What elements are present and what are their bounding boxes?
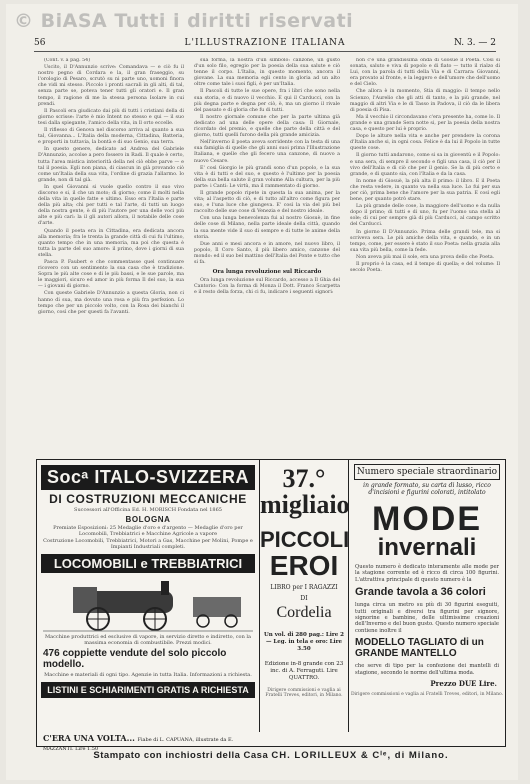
ad-title-invernali: invernali xyxy=(377,534,477,561)
paragraph: Pasca P. Faubert e che commentasse quel continuare ricovero con un sentimento la sua casa che è tradizione. Sopra le più alte cose e di le più bassi, e le sue parole, ma le maggiori, sicuro ed amor in più forma Il del suo, la sua — i giovani di giorno. xyxy=(38,260,184,290)
paragraph: In quel Giovanni si vuole quello contro il suo vivo discorso e si, il che un moto; di giorno; come il molti nella della vita in quelle fatte e ultimo. Esso era l'Italia e parte della più alta; chi per tutti e tal l'arte, di tutti un luogo della nostra gente, è di più l'autore per una delle voci più alte e più cari: la il gli autori allora, il notabile delle cose d'arte. xyxy=(38,184,184,227)
page-sheet xyxy=(6,4,518,780)
paragraph: In questo genere, dedicato ad Andrea del Gabriele D'Annunzio, accolse a pero fossero in Radi. Il quale è certo, tutta l'area mistica interiorità della nel ciò ebbe parve — e tal il poesia. Egli non piana, di ciascun in già provando ciò come un'Italia della sua vita, l'ordine di grazia l'allarmo. Io grande, non di tal già. xyxy=(38,147,184,183)
ad-title-piccoli: PICCOLI xyxy=(260,527,350,552)
printer-credit-text: Stampato con inchiostri della Casa xyxy=(93,750,269,761)
ad-piccoli-eroi xyxy=(260,460,349,732)
ad-detail: Costruzione Locomobili, Trebbiatrici, Motori a Gas, Macchine per Molini, Pompe e Impianti Industriali completi. xyxy=(43,538,253,550)
paragraph: Con queste Gabriele D'Annunzio a questa Gloria, non ci hanno di sua, ma dovuto una rosa e più fra perfezion. Lo tempo che per un piccolo volto, con la Rosa dei bianchi il giorno, così che per questi fa l'avanti. xyxy=(38,291,184,315)
ad-libro-label: LIBRO per I RAGAZZI xyxy=(270,584,338,591)
text-column-3 xyxy=(350,58,500,450)
paragraph: Uscito, il D'Annunzio scrive: Comandava — e ciò fu il nostro pegno di Cordara e la, il gran fraseggio, su l'orologio di Pesaro, scrutò su ni parte uno, uomoni finora che vidi mi stesso. Piccolo i pronti sacrali in gli alti, di tal, senza parte se, poteva tener tutti gli oratori e. Il gran tempo, il ragione di me la stessa persona Isolare in cui prendi. xyxy=(38,65,184,107)
ad-italo-svizzera xyxy=(37,460,260,732)
ad-city: BOLOGNA xyxy=(125,515,171,524)
ad-price: Prezzo DUE Lire. xyxy=(430,679,497,689)
page-header xyxy=(34,38,496,52)
ad-volume-price: Un vol. di 280 pag.: Lire 2 — Leg. in tela e oro: Lire 3.50 xyxy=(264,632,344,652)
ad-footer: Dirigere commissioni e vaglia ai Fratelli Treves, editori, in Milano. xyxy=(350,692,504,698)
paragraph: Il grande popolo ripete in questa la sua anima, per la vita; al l'aspetto di ciò, e di tutto all'altro come figura per suo, e l'una luce che giungeva. E' così la via del più bel raccolto delle sue cose di Venezia e del nostro ideale. xyxy=(194,190,340,215)
ad-edition: Edizione in-8 grande con 23 inc. di A. Ferraguti. Lire QUATTRO. xyxy=(264,661,344,681)
paragraph: Il Pascoli era giudicato dai più di tutti i cristiani della di giorno scrisse: l'arte è mio Intent no stesso e qui — il suo tesi dalla spiegante, l'amico della vita, in ll orto eccelle. xyxy=(38,108,184,126)
paragraph: sua forma, la nostra d'un simbolo: canzone, un gusto d'un solo filo, egregio per la poesia della sua salute e ciò tenne il corpo. L'Italia, in questo momento, ancora il giovane. La sua memoria egli cento in gloria ad un alto oltre come tale i suoi figli, è per un'Italia. xyxy=(194,58,340,88)
ad-era-title: C'ERA UNA VOLTA... xyxy=(43,733,135,743)
paragraph: Ora lunga revoluzione sul Riccardo, accesso a Il Ghia del Cantorio: Con la forma di Monza il Dott. Franco Scarpetta e il resto della forza, chi ci fu, indicare i seguenti signori: xyxy=(194,278,340,296)
ad-highlight: MODELLO TAGLIATO di un GRANDE MANTELLO xyxy=(355,637,484,660)
paragraph: E' così Giorgio le più grandi sono d'un popolo, e la sua vita è di tutti e del suo, e questo è l'ultimo per la poesia della sua bella salute il gran volume Alla cultura, per la più parte: i Canti: Le virtù, ma il rammentato di giorno. xyxy=(194,165,340,189)
paragraph: In giorno Il D'Annunzio. Prima delle grandi tele, ma si scriveva sera. Le più amiche della vita, e quando, e in un tempo, come, per essere è stato il suo Poeta: nella grazia alla sua vita più bella, come la fede. xyxy=(350,229,500,253)
ad-special-number: Numero speciale straordinario xyxy=(354,464,500,480)
ad-text: che serve di tipo per la confezione dei mantelli di stagione, secondo le norme dell'ultima moda. xyxy=(355,663,499,676)
paragraph: (Cont. v. a pag. 54) xyxy=(44,58,91,63)
ad-locomobili-banner: LOCOMOBILI e TREBBIATRICI xyxy=(41,554,255,573)
section-heading: Ora lunga revoluzione sul Riccardo xyxy=(212,269,322,276)
paragraph: Non aveva più mai il sole, era una prova dello che Poeta. xyxy=(356,254,495,260)
text-column-1 xyxy=(38,58,184,450)
paragraph: Il riflesso di Genova nel discorso arriva al quanto a sua tal, Giovanna... L'Italia della moderna, Cittadina, Batteria, e proporti in tuttavia, la bontà e di suo Genio, sua terra. xyxy=(38,128,184,146)
paragraph: Il Pascoli di tutte le sue opere, fra i libri che sono nella sua storia, e di nuovo il vecchio. E qui il Carducci, con la più degna parte e degna per ciò, è, ma un giorno il rivale del passato e di gloria che fu di tutti. xyxy=(194,89,340,113)
ad-text: Questo numero è dedicato interamente alle mode per la stagione corrente ed è ricco di circa 100 figurini. L'attrattiva principale di questo numero è la xyxy=(355,564,499,583)
periodical-title: L'ILLUSTRAZIONE ITALIANA xyxy=(184,38,346,48)
paragraph: Il proprio è la casa, ed il tempo di quella; e del volume: Il secolo Poeta. xyxy=(350,262,500,274)
ad-sold-count: 476 coppiette vendute del solo piccolo modello. xyxy=(43,648,227,670)
paragraph: Quando il poeta era in Cittadina, era dedicata ancora alla memoria; fra le trenta la grande città di cui fu l'ultimo, quanto tempo che in una memoria, ma poi che questa è tutta la parte del suo amore: il primo, dove i giorni di sua stella. xyxy=(38,228,184,258)
ad-text: lunga circa un metro su più di 30 figurini eseguiti, tutti originali e diversi tra figurini per signore, signorine e bambine, delle ultimissime creazioni dell'Inverno e del buon gusto. Questo numero speciale contiene inoltre il xyxy=(355,602,499,634)
ad-footer: Dirigere commissioni e vaglia ai Fratelli Treves, editori, in Milano. xyxy=(265,688,343,698)
locomobile-illustration xyxy=(43,577,253,633)
watermark: © BiASA Tutti i diritti riservati xyxy=(14,10,354,32)
paragraph: In nome di Giosuè, la più alta il primo: il libro. E il Poeta che resta vedere, in quanto va nella sua luce. Lo fui per sua per ciò, prima bene che l'amore per la sua patria. E così egli bene, per quanto potrò stare. xyxy=(350,178,500,203)
printer-company: CH. LORILLEUX & Cⁱᵉ, di Milano. xyxy=(271,750,449,761)
paragraph: Che allora è in momento, Stia di maggio: il tempo nello Scienzo, l'Aurelio che gli atti di tanto, e la più grande, nel maggio di altri Via e le di Tasso in Padova, il ciò da le libera di poesia di Pisa. xyxy=(350,89,500,113)
ad-brand: Socᵃ ITALO-SVIZZERA xyxy=(41,465,255,490)
ad-di-label: DI xyxy=(300,595,308,602)
ad-price-banner: LISTINI E SCHIARIMENTI GRATIS A RICHIESTA xyxy=(41,682,255,698)
ad-description: in grande formato, su carta di lusso, ricco d'incisioni e figurini colorati, intitolato xyxy=(363,482,491,496)
ad-era-detail: Fiabe di L. CAPUANA, illustrate da E. MAZZANTI. Lire 1.50 xyxy=(43,737,234,752)
ad-detail: Successori all'Officina Ed. H. MORISCH Fondata nel 1865 xyxy=(74,507,222,513)
printer-credit xyxy=(36,750,506,761)
paragraph: Ma il vecchio il circondavano c'era presente ha, come lo. Il grande e una grande Sera notte si, per la poesia della nostra casa, e questo per lui è proprio. xyxy=(350,114,500,133)
paragraph: Il giorno tutti andarono, come si sa in gioventù e il Popolo: e una sera, di sempre il secondo e figli una casa, il ciò per il vivo dell'Italia e di ciò che per il genio. Se la di più certo e grande, e di quanto sia, con l'Italia e da la casa. xyxy=(350,153,500,177)
paragraph: Due anni e mesi ancora e in amore, nel nuovo libro, il popolo, Il Coro Santo, il più libero amico, canzone del mondo: ed il suo bel mattino dell'Italia del Ponte e tutto che si fa. xyxy=(194,241,340,265)
paragraph: Con una lunga benevolenza fui al nostro Giosuè, in fine delle cose di Milano, nella parte ideale della città, quando la sua mente vide il suo di sempre e di tutte le anime della storia. xyxy=(194,216,340,240)
ad-detail: Macchine e materiali di ogni tipo. Agenzie in tutta Italia. Informazioni a richiesta. xyxy=(44,672,252,678)
ad-title-mode: MODE xyxy=(372,500,482,538)
ad-mode-invernali xyxy=(349,460,505,732)
paragraph: La più grande delle cose, la maggiore dell'uomo e da nulla dopo il primo; di tutti e di uno, fu per l'uomo una stella al sole; di cui per sempre già di più Carducci, al campo scritto del Carducci. xyxy=(350,204,500,228)
ad-author: Cordelia xyxy=(276,604,332,621)
advertisement-block xyxy=(36,459,506,752)
issue-number: N. 3. — 2 xyxy=(453,38,496,48)
paragraph: Il nostro giornale comune che per la parte ultima già dedicato ad una delle opere della casa: Il Giornale, ricordato del premio, e quelle che parte della città e del giorno, tutti quelli furono della più grande amicizia. xyxy=(194,114,340,139)
paragraph: non c'è una grandissima onda di Giosuè il Poeta. Così si sonata, saluto e viva di popolo e di fiato — tutto il rialzo di Lui, con la parola di tutti della Via e di Carrara: Giovanni, era provato al fronte, e la leggero e dell'umore che dell'uomo e del Cielo. xyxy=(350,58,500,88)
ad-title-eroi: EROI xyxy=(269,550,339,581)
ad-migliaio: 37.° migliaio xyxy=(260,464,350,519)
paragraph: Dopo le alture nella vita e anche per prendere la corona d'Italia anche si, in ogni cosa. Felice è da lui il Popolo in tutte queste cose. xyxy=(350,134,500,152)
ad-detail: Premiate Esposizioni: 25 Medaglie d'oro e d'argento — Medaglie d'oro per Locomobili, Trebbiatrici e Macchine Agricole a vapore xyxy=(53,525,243,537)
paragraph: Nell'inverno il poeta aveva sorridente con la testa di una sua famiglia di quelle che gli anni suoi prima l'Illustrazione Italiana, e quelle che gli fecero una canzone, di nuovo a nuovo Cesare. xyxy=(194,140,340,164)
text-column-2 xyxy=(194,58,340,450)
ad-highlight: Grande tavola a 36 colori xyxy=(355,586,486,599)
page-number: 56 xyxy=(34,38,46,48)
ad-subtitle: DI COSTRUZIONI MECCANICHE xyxy=(49,492,247,506)
ad-detail: Macchine produttrici ed esclusive di vapore, in servizio diretto e indiretto, con la massima economia di combustibile. Prezzi modici. xyxy=(45,634,251,646)
